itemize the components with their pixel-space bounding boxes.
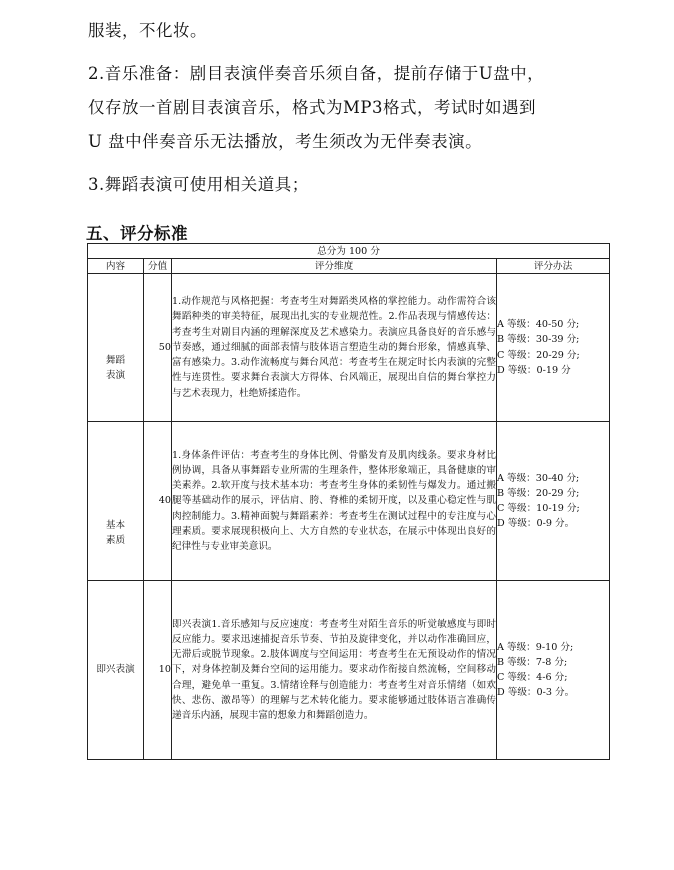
content-cell — [88, 581, 144, 760]
score-cell: 40 — [144, 422, 172, 581]
score-cell: 50 — [144, 274, 172, 422]
method-line: B 等级：7-8 分; — [497, 656, 568, 668]
paragraph-music-2: 仅存放一首剧目表演音乐，格式为MP3格式，考试时如遇到 — [88, 98, 536, 117]
scoring-table — [87, 243, 610, 760]
paragraph-props: 3.舞蹈表演可使用相关道具； — [88, 175, 309, 194]
table-row — [88, 581, 610, 760]
method-line: A 等级：30-40 分; — [497, 472, 580, 484]
method-cell — [497, 581, 610, 760]
table-row — [88, 274, 610, 422]
method-line: A 等级：40-50 分; — [497, 319, 580, 331]
method-cell — [497, 422, 610, 581]
paragraph-music-1: 2.音乐准备：剧目表演伴奏音乐须自备，提前存储于U盘中， — [88, 64, 545, 83]
dimension-cell: 1.身体条件评估：考查考生的身体比例、骨骼发育及肌肉线条。要求身材比例协调，具备从事舞蹈专业所需的生理条件，整体形象端正，具备健康的审美素养。2.软开度与技术基本功：考查考生身体的柔韧性与爆发力。通过搬腿等基础动作的展示，评估肩、胯、脊椎的柔韧开度，以及重心稳定性与肌肉控制能力。3.精神面貌与舞蹈素养：考查考生在测试过程中的专注度与心理素质。要求展现积极向上、大方自然的专业状态，在展示中体现出良好的纪律性与专业审美意识。 — [172, 422, 497, 581]
dimension-cell: 即兴表演1.音乐感知与反应速度：考查考生对陌生音乐的听觉敏感度与即时反应能力。要求迅速捕捉音乐节奏、节拍及旋律变化，并以动作准确回应，无滞后或脱节现象。2.肢体调度与空间运用：考查考生在无预设动作的情况下，对身体控制及舞台空间的运用能力。要求动作衔接自然流畅，空间移动合理，避免单一重复。3.情绪诠释与创造能力：考查考生对音乐情绪（如欢快、悲伤、激昂等）的理解与艺术转化能力。要求能够通过肢体语言准确传递音乐内涵，展现丰富的想象力和舞蹈创造力。 — [172, 581, 497, 760]
paragraph-costume: 服装，不化妆。 — [88, 21, 207, 40]
content-label: 舞蹈 — [105, 354, 126, 366]
content-cell — [88, 274, 144, 422]
method-line: C 等级：4-6 分; — [497, 672, 568, 683]
table-total-row — [88, 244, 610, 259]
dimension-cell: 1.动作规范与风格把握：考查考生对舞蹈类风格的掌控能力。动作需符合该舞蹈种类的审美特征，展现出扎实的专业规范性。2.作品表现与情感传达：考查考生对剧目内涵的理解深度及艺术感染力。表演应具备良好的音乐感与节奏感，通过细腻的面部表情与肢体语言塑造生动的舞台形象，情感真挚、富有感染力。3.动作流畅度与舞台风范：考查考生在规定时长内表演的完整性与连贯性。要求舞台表演大方得体、台风端正，展现出自信的舞台掌控力与艺术表现力，杜绝矫揉造作。 — [172, 274, 497, 422]
method-line: B 等级：30-39 分; — [497, 334, 580, 346]
paragraph-music-3: U 盘中伴奏音乐无法播放，考生须改为无伴奏表演。 — [88, 132, 483, 151]
method-line: C 等级：10-19 分; — [497, 503, 580, 514]
section-heading-scoring: 五、评分标准 — [86, 224, 188, 243]
method-line: D 等级：0-9 分。 — [497, 518, 575, 530]
total-score-cell: 总分为 100 分 — [88, 244, 610, 259]
header-score: 分值 — [144, 259, 172, 274]
method-line: D 等级：0-3 分。 — [497, 687, 575, 699]
score-cell: 10 — [144, 581, 172, 760]
content-label: 基本 — [105, 519, 126, 531]
header-dimension: 评分维度 — [172, 259, 497, 274]
header-content: 内容 — [88, 259, 144, 274]
header-method: 评分办法 — [497, 259, 610, 274]
content-label: 表演 — [105, 369, 126, 381]
method-line: C 等级：20-29 分; — [497, 349, 580, 361]
content-label: 即兴表演 — [96, 664, 135, 676]
method-line: A 等级：9-10 分; — [497, 641, 574, 653]
table-header-row — [88, 259, 610, 274]
method-line: D 等级：0-19 分 — [497, 364, 571, 376]
content-label: 素质 — [105, 534, 126, 546]
method-line: B 等级：20-29 分; — [497, 487, 580, 499]
content-cell — [88, 422, 144, 581]
method-cell — [497, 274, 610, 422]
table-row — [88, 422, 610, 581]
